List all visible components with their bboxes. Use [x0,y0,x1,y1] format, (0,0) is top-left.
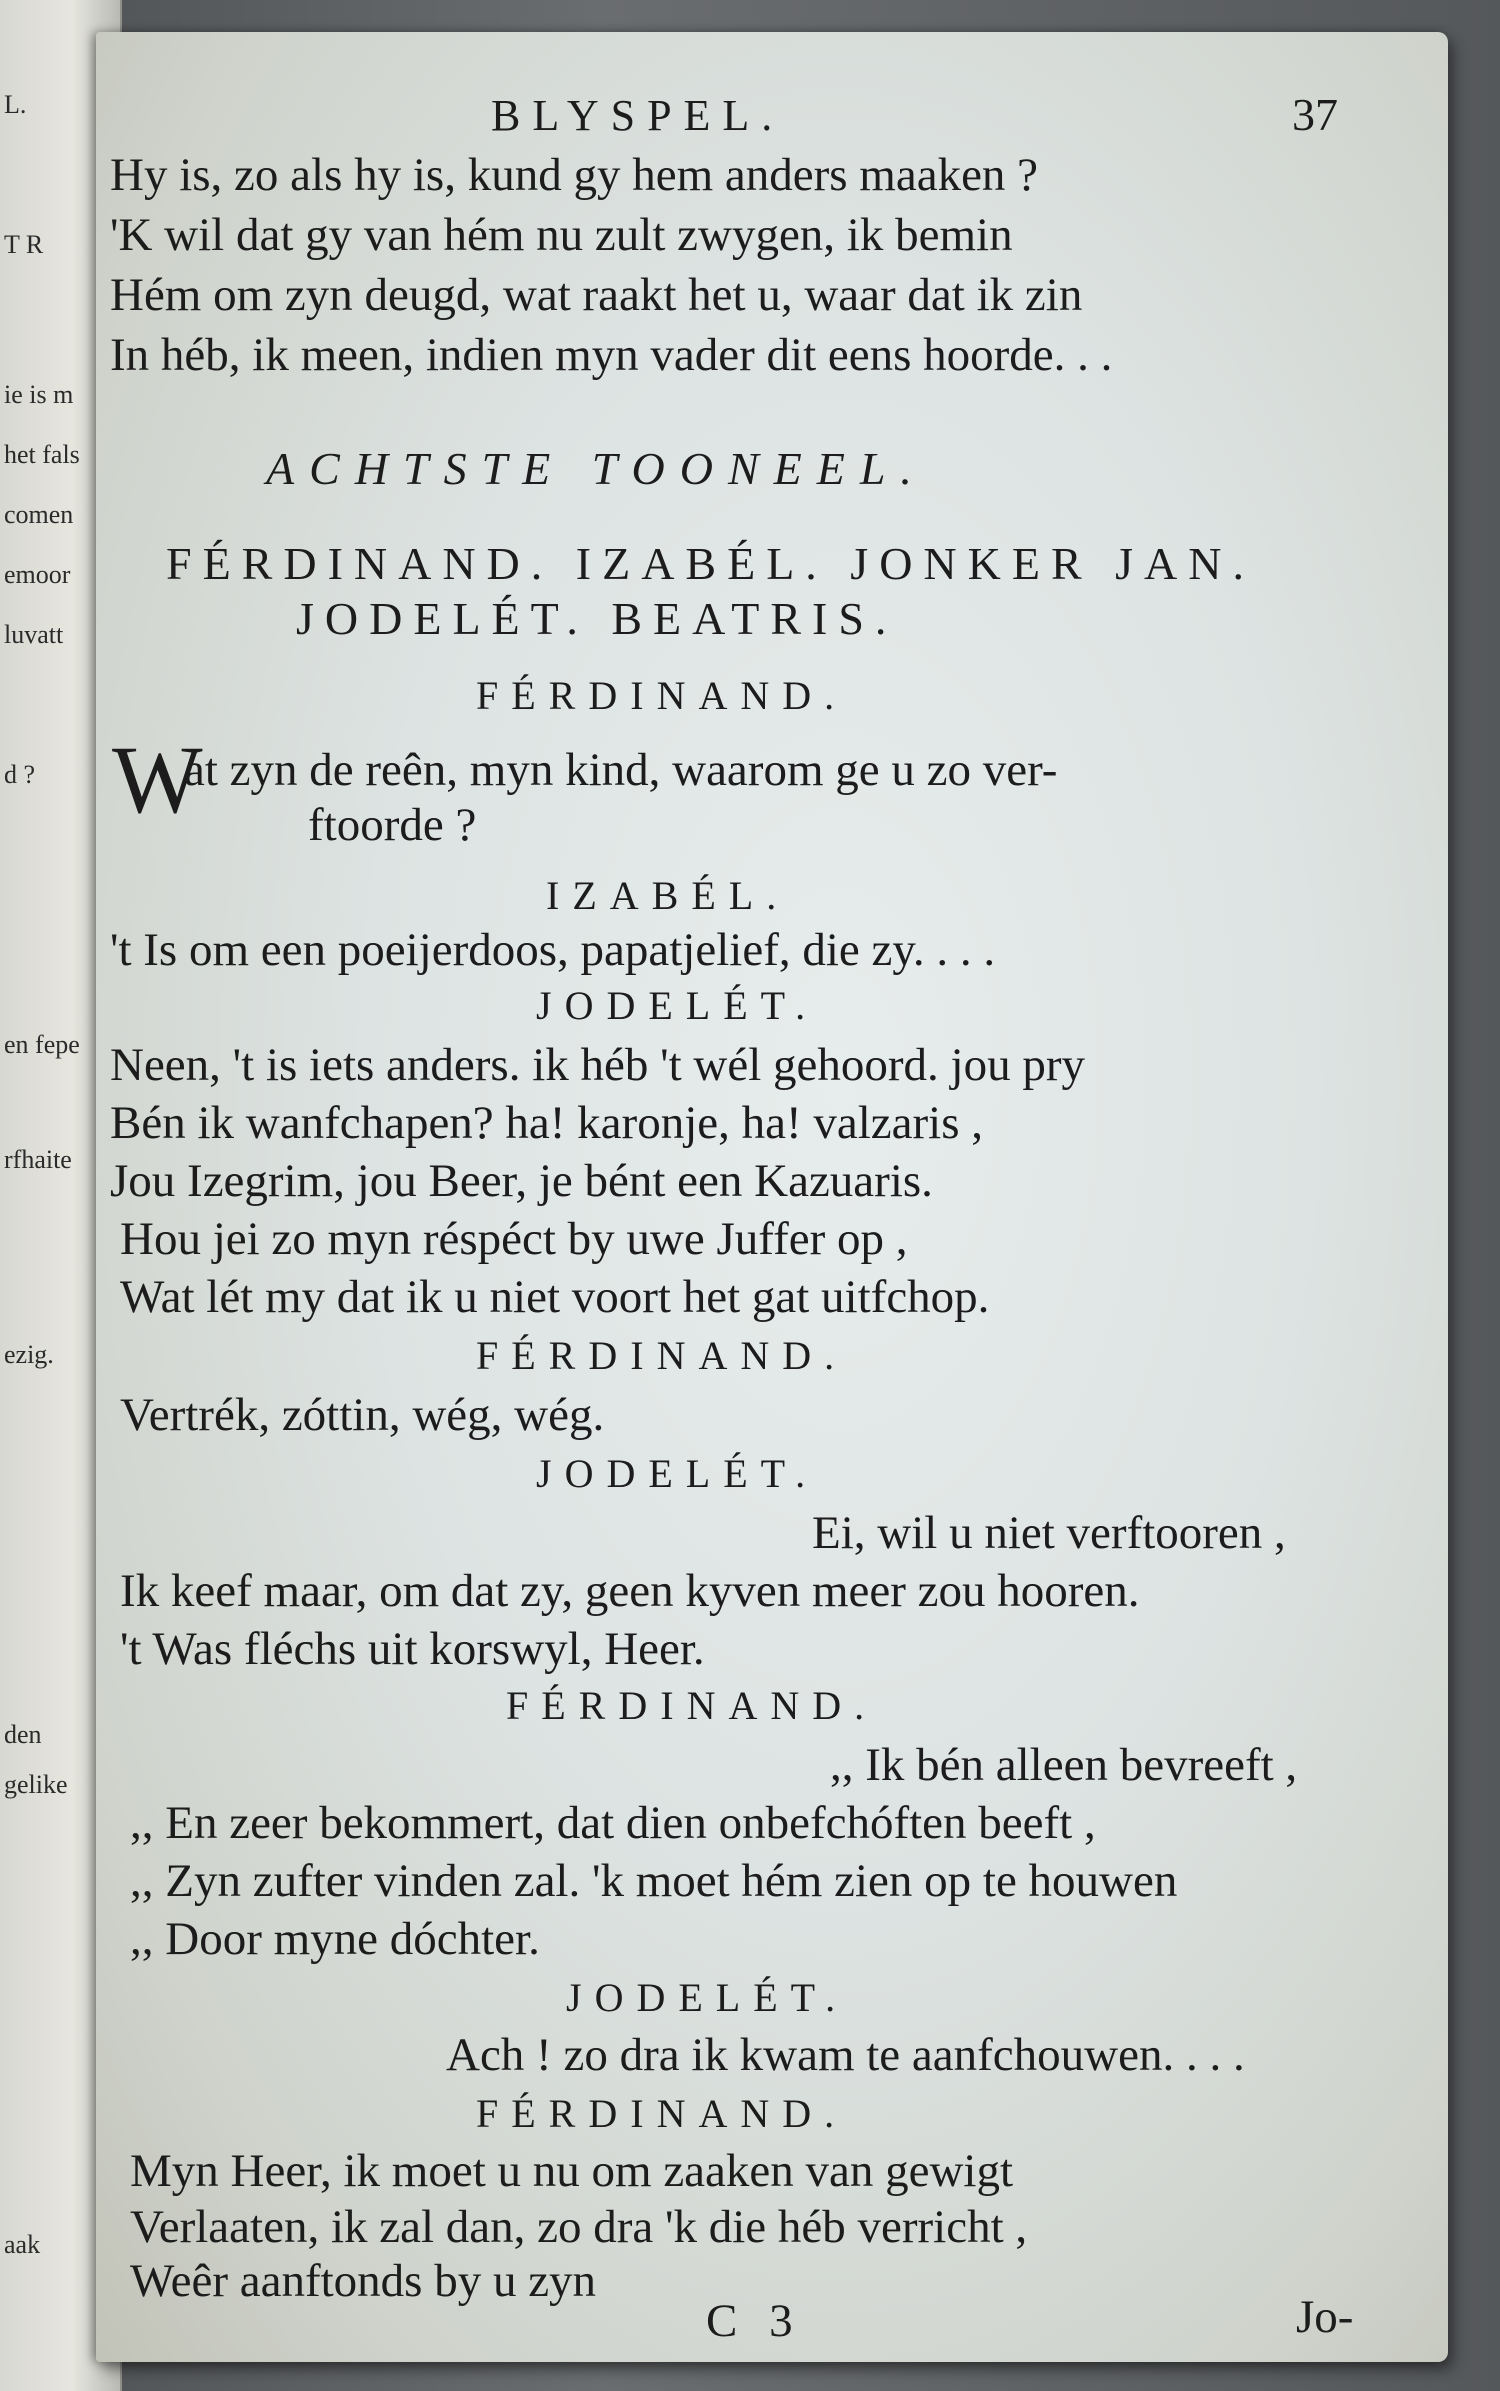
speaker-name: IZABÉL. [546,873,790,918]
verse-line: 't Is om een poeijerdoos, papatjelief, die zy. . . . [110,924,996,976]
book-page [96,32,1448,2362]
verse-line: In héb, ik meen, indien myn vader dit eens hoorde. . . [110,329,1113,381]
speaker-name: JODELÉT. [536,983,819,1028]
verse-line: Neen, 't is iets anders. ik héb 't wél gehoord. jou pry [110,1039,1085,1091]
verse-line: at zyn de reên, myn kind, waarom ge u zo ver- [184,744,1058,796]
catchword: Jo- [1296,2291,1354,2343]
verse-line: ftoorde ? [308,799,477,851]
cast-list-line: JODELÉT. BEATRIS. [296,593,898,644]
speaker-name: FÉRDINAND. [476,673,848,718]
verse-line: 'K wil dat gy van hém nu zult zwygen, ik bemin [110,209,1013,261]
verse-line: Ach ! zo dra ik kwam te aanfchouwen. . . . [446,2029,1245,2081]
cast-list-line: FÉRDINAND. IZABÉL. JONKER JAN. [166,538,1255,589]
left-page-fragment: d ? [4,760,36,789]
left-page-fragment: L. [4,90,27,119]
speaker-name: FÉRDINAND. [476,2091,848,2136]
left-page-fragment: het fals [4,440,80,469]
left-page-fragment: en fepe [4,1030,80,1059]
scene-title: ACHTSTE TOONEEL. [266,443,927,494]
left-page-fragment: gelike [4,1770,68,1799]
speaker-name: FÉRDINAND. [506,1683,878,1728]
verse-line: Myn Heer, ik moet u nu om zaaken van gewigt [130,2145,1014,2197]
left-page-fragment: aak [4,2230,41,2259]
speaker-name: FÉRDINAND. [476,1333,848,1378]
verse-line: Jou Izegrim, jou Beer, je bént een Kazuaris. [110,1155,933,1207]
speaker-name: JODELÉT. [536,1451,819,1496]
left-page-fragment: rfhaite [4,1145,72,1174]
signature-mark: C 3 [706,2295,803,2347]
verse-line: Ei, wil u niet verftooren , [812,1507,1286,1559]
verse-line: Verlaaten, ik zal dan, zo dra 'k die héb verricht , [130,2201,1028,2253]
left-page-fragment: comen [4,500,74,529]
left-page-fragment: ezig. [4,1340,54,1369]
speaker-name: JODELÉT. [566,1975,849,2020]
verse-line: ,, En zeer bekommert, dat dien onbefchóften beeft , [130,1797,1096,1849]
verse-line: 't Was fléchs uit korswyl, Heer. [120,1623,705,1675]
verse-line: Wat lét my dat ik u niet voort het gat uitfchop. [120,1271,990,1323]
left-page-fragment: luvatt [4,620,64,649]
left-page-fragment: emoor [4,560,71,589]
left-page-fragment: den [4,1720,42,1749]
verse-line: Vertrék, zóttin, wég, wég. [120,1389,605,1441]
verse-line: Hou jei zo myn réspéct by uwe Juffer op , [120,1213,908,1265]
left-page-fragment: T R [4,230,44,259]
verse-line: Hém om zyn deugd, wat raakt het u, waar dat ik zin [110,269,1083,321]
verse-line: Hy is, zo als hy is, kund gy hem anders maaken ? [110,149,1039,201]
verse-line: Ik keef maar, om dat zy, geen kyven meer zou hooren. [120,1565,1140,1617]
page-number: 37 [1292,89,1338,140]
left-page-fragment: ie is m [4,380,74,409]
verse-line: ,, Door myne dóchter. [130,1913,540,1965]
running-title: BLYSPEL. [491,91,785,140]
verse-line: Weêr aanftonds by u zyn [130,2255,597,2307]
drop-cap: W [112,726,203,833]
verse-line: ,, Ik bén alleen bevreeft , [830,1739,1298,1791]
verse-line: Bén ik wanfchapen? ha! karonje, ha! valzaris , [110,1097,984,1149]
verse-line: ,, Zyn zufter vinden zal. 'k moet hém zien op te houwen [130,1855,1178,1907]
